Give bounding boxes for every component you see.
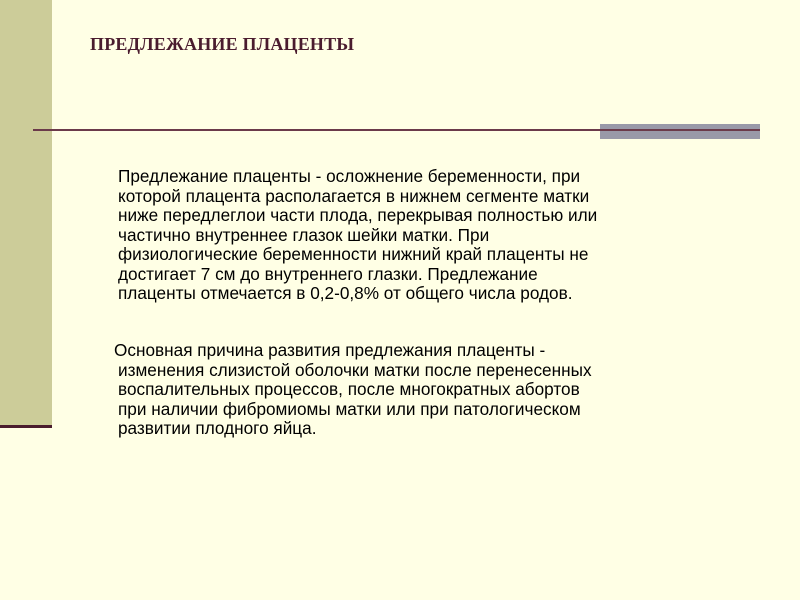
side-bar-underline bbox=[0, 425, 52, 428]
title-divider-line bbox=[33, 129, 601, 131]
body-paragraph-cause: Основная причина развития предлежания плаценты - изменения слизистой оболочки матки после перенесенных воспалительных процессов, после многократных абортов при наличии фибромиомы матки или при патологическом развитии плодного яйца. bbox=[114, 340, 592, 438]
slide-title: ПРЕДЛЕЖАНИЕ ПЛАЦЕНТЫ bbox=[90, 34, 355, 54]
decorative-side-bar bbox=[0, 0, 52, 425]
title-divider-accent bbox=[600, 124, 760, 139]
body-paragraph-definition: Предлежание плаценты - осложнение беременности, при которой плацента располагается в нижнем сегменте матки ниже передлеглои части плода, перекрывая полностью или частично внутреннее глазок шейки матки. При физиологические беременности нижний край плаценты не достигает 7 см до внутреннего глазки. Предлежание плаценты отмечается в 0,2-0,8% от общего числа родов. bbox=[118, 166, 598, 303]
